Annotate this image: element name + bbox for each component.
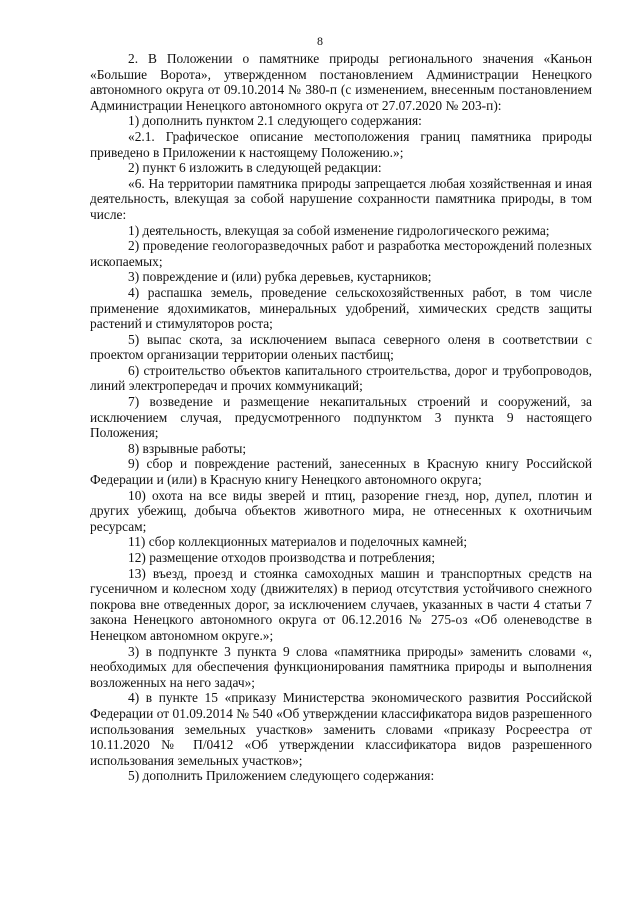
paragraph-clause-2-1: «2.1. Графическое описание местоположения границ памятника природы приведено в Приложении к настоящему Положению.»; [90,128,592,160]
paragraph-item-1: 1) дополнить пунктом 2.1 следующего содержания: [128,113,422,129]
paragraph-amendment-intro: 2. В Положении о памятнике природы регионального значения «Каньон «Большие Ворота», утвержденном постановлением Администрации Ненецкого автономного округа от 09.10.2014 № 380-п (с изменением, внесенным постановлением Администрации Ненецкого автономного округа от 27.07.2020 № 203-п): [90,51,592,113]
page-number: 8 [317,34,323,48]
list-item-prohibition-13: 13) въезд, проезд и стоянка самоходных машин и транспортных средств на гусеничном и колесном ходу (движителях) в период отсутствия устойчивого снежного покрова вне отведенных дорог, за исключением случаев, указанных в части 4 статьи 7 закона Ненецкого автономного округа от 06.12.2016 № 275-оз «Об оленеводстве в Ненецком автономном округе.»; [90,565,592,643]
paragraph-item-3: 3) в подпункте 3 пункта 9 слова «памятника природы» заменить словами «, необходимых для обеспечения функционирования памятника природы и выполнения возложенных на него задач»; [90,643,592,690]
list-item-prohibition-4: 4) распашка земель, проведение сельскохозяйственных работ, в том числе применение ядохимикатов, минеральных удобрений, химических средств защиты растений и стимуляторов роста; [90,284,592,332]
list-item-prohibition-10: 10) охота на все виды зверей и птиц, разорение гнезд, нор, дупел, плотин и других убежищ, добыча объектов животного мира, не отнесенных к охотничьим ресурсам; [90,487,592,534]
document-body [90,51,592,784]
paragraph-item-4: 4) в пункте 15 «приказу Министерства экономического развития Российской Федерации от 01.09.2014 № 540 «Об утверждении классификатора видов разрешенного использования земельных участков» заменить словами «приказу Росреестра от 10.11.2020 № П/0412 «Об утверждении классификатора видов разрешенного использования земельных участков»; [90,690,592,768]
list-item-prohibition-9: 9) сбор и повреждение растений, занесенных в Красную книгу Российской Федерации и (или) в Красную книгу Ненецкого автономного округа; [90,456,592,488]
list-item-prohibition-7: 7) возведение и размещение некапитальных строений и сооружений, за исключением случая, предусмотренного подпунктом 3 пункта 9 настоящего Положения; [90,394,592,441]
paragraph-clause-6: «6. На территории памятника природы запрещается любая хозяйственная и иная деятельность, влекущая за собой нарушение сохранности памятника природы, в том числе: [90,175,592,222]
list-item-prohibition-5: 5) выпас скота, за исключением выпаса северного оленя в соответствии с проектом организации территории оленьих пастбищ; [90,331,592,363]
list-item-prohibition-8: 8) взрывные работы; [128,440,247,456]
list-item-prohibition-12: 12) размещение отходов производства и потребления; [128,550,436,565]
list-item-prohibition-1: 1) деятельность, влекущая за собой изменение гидрологического режима; [128,222,550,238]
paragraph-item-2: 2) пункт 6 изложить в следующей редакции: [128,160,382,176]
list-item-prohibition-11: 11) сбор коллекционных материалов и поделочных камней; [128,534,468,550]
list-item-prohibition-2: 2) проведение геологоразведочных работ и разработка месторождений полезных ископаемых; [90,238,592,269]
paragraph-item-5: 5) дополнить Приложением следующего содержания: [128,768,435,784]
list-item-prohibition-3: 3) повреждение и (или) рубка деревьев, кустарников; [128,269,432,285]
list-item-prohibition-6: 6) строительство объектов капитального строительства, дорог и трубопроводов, линий электропередач и прочих коммуникаций; [90,362,592,394]
